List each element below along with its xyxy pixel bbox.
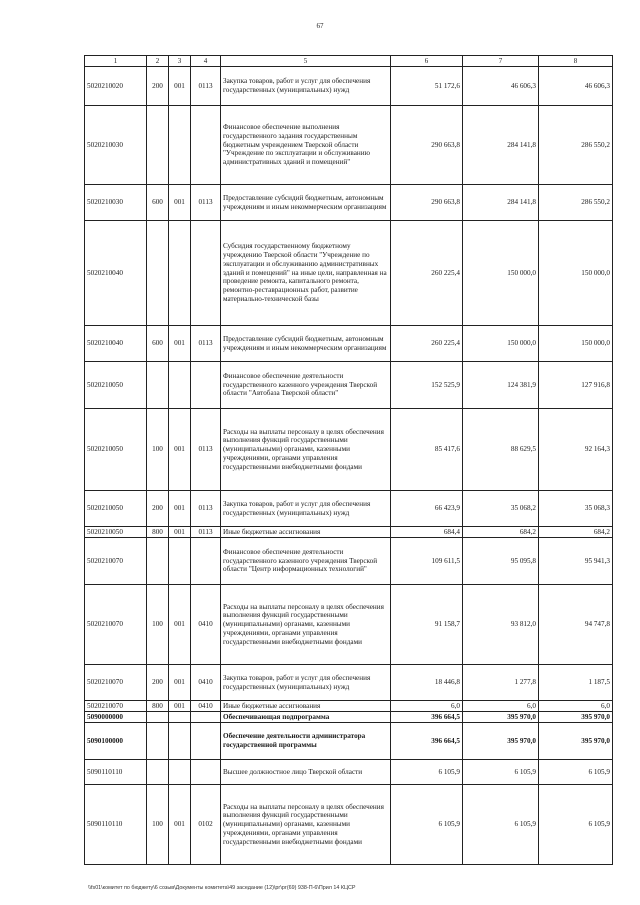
header-cell: 6	[391, 56, 463, 67]
vr-cell: 100	[147, 785, 169, 865]
pr-cell: 0113	[191, 326, 221, 362]
table-row	[85, 585, 613, 665]
rz-cell: 001	[169, 527, 191, 538]
value-6-cell: 396 664,5	[391, 712, 463, 723]
header-cell: 8	[539, 56, 613, 67]
description-cell: Обеспечение деятельности администратора государственной программы	[221, 723, 391, 760]
rz-cell: 001	[169, 185, 191, 221]
value-7-cell: 284 141,8	[463, 106, 539, 185]
rz-cell: 001	[169, 701, 191, 712]
code-cell: 5090110110	[85, 760, 147, 785]
code-cell: 5020210070	[85, 538, 147, 585]
value-7-cell: 395 970,0	[463, 712, 539, 723]
table-row	[85, 106, 613, 185]
vr-cell	[147, 221, 169, 326]
description-cell: Предоставление субсидий бюджетным, автономным учреждениям и иным некоммерческим организациям	[221, 185, 391, 221]
value-6-cell: 6 105,9	[391, 760, 463, 785]
rz-cell	[169, 538, 191, 585]
table-row	[85, 760, 613, 785]
pr-cell: 0410	[191, 585, 221, 665]
value-7-cell: 35 068,2	[463, 491, 539, 527]
table-row	[85, 185, 613, 221]
pr-cell: 0410	[191, 701, 221, 712]
pr-cell	[191, 106, 221, 185]
value-7-cell: 6,0	[463, 701, 539, 712]
vr-cell	[147, 712, 169, 723]
code-cell: 5020210020	[85, 67, 147, 106]
value-8-cell: 150 000,0	[539, 326, 613, 362]
rz-cell: 001	[169, 67, 191, 106]
code-cell: 5020210070	[85, 701, 147, 712]
rz-cell	[169, 712, 191, 723]
pr-cell	[191, 538, 221, 585]
value-7-cell: 6 105,9	[463, 785, 539, 865]
value-6-cell: 260 225,4	[391, 326, 463, 362]
rz-cell: 001	[169, 785, 191, 865]
description-cell: Финансовое обеспечение деятельности государственного казенного учреждения Тверской области "Центр информационных технологий"	[221, 538, 391, 585]
code-cell: 5090110110	[85, 785, 147, 865]
value-8-cell: 286 550,2	[539, 106, 613, 185]
code-cell: 5020210070	[85, 665, 147, 701]
value-6-cell: 6 105,9	[391, 785, 463, 865]
rz-cell: 001	[169, 665, 191, 701]
description-cell: Финансовое обеспечение выполнения государственного задания государственным бюджетным учреждением Тверской области "Учреждение по эксплуатации и обслуживанию административных зданий и помещений"	[221, 106, 391, 185]
value-7-cell: 150 000,0	[463, 326, 539, 362]
vr-cell	[147, 106, 169, 185]
code-cell: 5020210030	[85, 106, 147, 185]
value-7-cell: 124 381,9	[463, 362, 539, 409]
description-cell: Расходы на выплаты персоналу в целях обеспечения выполнения функций государственными (муниципальными) органами, казенными учреждениями, органами управления государственными внебюджетными фондами	[221, 409, 391, 491]
table-row	[85, 665, 613, 701]
vr-cell	[147, 538, 169, 585]
value-8-cell: 95 941,3	[539, 538, 613, 585]
description-cell: Предоставление субсидий бюджетным, автономным учреждениям и иным некоммерческим организациям	[221, 326, 391, 362]
description-cell: Закупка товаров, работ и услуг для обеспечения государственных (муниципальных) нужд	[221, 491, 391, 527]
table-row-subtotal	[85, 723, 613, 760]
value-7-cell: 6 105,9	[463, 760, 539, 785]
value-6-cell: 152 525,9	[391, 362, 463, 409]
pr-cell: 0113	[191, 67, 221, 106]
table-row	[85, 221, 613, 326]
rz-cell	[169, 106, 191, 185]
pr-cell: 0102	[191, 785, 221, 865]
pr-cell	[191, 760, 221, 785]
table-row-subtotal	[85, 712, 613, 723]
table-row	[85, 326, 613, 362]
vr-cell: 800	[147, 701, 169, 712]
description-cell: Закупка товаров, работ и услуг для обеспечения государственных (муниципальных) нужд	[221, 665, 391, 701]
pr-cell	[191, 362, 221, 409]
value-8-cell: 46 606,3	[539, 67, 613, 106]
code-cell: 5090000000	[85, 712, 147, 723]
code-cell: 5020210050	[85, 527, 147, 538]
description-cell: Расходы на выплаты персоналу в целях обеспечения выполнения функций государственными (муниципальными) органами, казенными учреждениями, органами управления государственными внебюджетными фондами	[221, 785, 391, 865]
value-8-cell: 1 187,5	[539, 665, 613, 701]
table-row	[85, 538, 613, 585]
vr-cell: 200	[147, 67, 169, 106]
value-7-cell: 150 000,0	[463, 221, 539, 326]
value-8-cell: 94 747,8	[539, 585, 613, 665]
value-8-cell: 6 105,9	[539, 785, 613, 865]
table-row	[85, 701, 613, 712]
pr-cell	[191, 221, 221, 326]
value-6-cell: 66 423,9	[391, 491, 463, 527]
header-cell: 2	[147, 56, 169, 67]
vr-cell	[147, 723, 169, 760]
rz-cell: 001	[169, 326, 191, 362]
table-row	[85, 785, 613, 865]
description-cell: Субсидия государственному бюджетному учреждению Тверской области "Учреждение по эксплуатации и обслуживанию административных зданий и помещений" на иные цели, направленная на проведение ремонта, капитального ремонта, ремонтно-реставрационных работ, развитие материально-технической базы	[221, 221, 391, 326]
code-cell: 5020210040	[85, 326, 147, 362]
value-8-cell: 150 000,0	[539, 221, 613, 326]
value-6-cell: 109 611,5	[391, 538, 463, 585]
pr-cell: 0113	[191, 491, 221, 527]
vr-cell: 200	[147, 491, 169, 527]
table-row	[85, 362, 613, 409]
budget-table	[84, 55, 613, 865]
value-7-cell: 284 141,8	[463, 185, 539, 221]
header-cell: 3	[169, 56, 191, 67]
header-cell: 4	[191, 56, 221, 67]
value-7-cell: 1 277,8	[463, 665, 539, 701]
value-8-cell: 6,0	[539, 701, 613, 712]
description-cell: Иные бюджетные ассигнования	[221, 527, 391, 538]
value-6-cell: 684,4	[391, 527, 463, 538]
description-cell: Финансовое обеспечение деятельности государственного казенного учреждения Тверской области "Автобаза Тверской области"	[221, 362, 391, 409]
rz-cell: 001	[169, 585, 191, 665]
header-cell: 1	[85, 56, 147, 67]
header-cell: 5	[221, 56, 391, 67]
value-8-cell: 395 970,0	[539, 723, 613, 760]
value-8-cell: 395 970,0	[539, 712, 613, 723]
pr-cell: 0113	[191, 409, 221, 491]
code-cell: 5020210030	[85, 185, 147, 221]
value-6-cell: 51 172,6	[391, 67, 463, 106]
code-cell: 5020210040	[85, 221, 147, 326]
pr-cell: 0410	[191, 665, 221, 701]
page-number: 67	[316, 22, 324, 30]
code-cell: 5020210070	[85, 585, 147, 665]
description-cell: Обеспечивающая подпрограмма	[221, 712, 391, 723]
rz-cell	[169, 723, 191, 760]
vr-cell: 800	[147, 527, 169, 538]
table-row	[85, 527, 613, 538]
value-7-cell: 95 095,8	[463, 538, 539, 585]
value-6-cell: 290 663,8	[391, 106, 463, 185]
rz-cell	[169, 760, 191, 785]
value-6-cell: 91 158,7	[391, 585, 463, 665]
pr-cell	[191, 723, 221, 760]
vr-cell	[147, 362, 169, 409]
value-7-cell: 395 970,0	[463, 723, 539, 760]
value-8-cell: 127 916,8	[539, 362, 613, 409]
file-path-footer: \\fs01\комитет по бюджету\6 созыв\Документы комитета\49 заседание (12)\рг\рг(69) 938-П-6\Прил 14 КЦСР	[88, 885, 356, 891]
pr-cell: 0113	[191, 185, 221, 221]
table-row	[85, 491, 613, 527]
rz-cell: 001	[169, 409, 191, 491]
vr-cell: 600	[147, 326, 169, 362]
rz-cell: 001	[169, 491, 191, 527]
value-8-cell: 6 105,9	[539, 760, 613, 785]
value-7-cell: 93 812,0	[463, 585, 539, 665]
value-8-cell: 92 164,3	[539, 409, 613, 491]
table-row	[85, 409, 613, 491]
rz-cell	[169, 221, 191, 326]
value-7-cell: 46 606,3	[463, 67, 539, 106]
value-6-cell: 396 664,5	[391, 723, 463, 760]
value-6-cell: 85 417,6	[391, 409, 463, 491]
value-8-cell: 35 068,3	[539, 491, 613, 527]
value-8-cell: 286 550,2	[539, 185, 613, 221]
code-cell: 5020210050	[85, 362, 147, 409]
pr-cell: 0113	[191, 527, 221, 538]
value-6-cell: 18 446,8	[391, 665, 463, 701]
code-cell: 5020210050	[85, 491, 147, 527]
value-6-cell: 260 225,4	[391, 221, 463, 326]
description-cell: Иные бюджетные ассигнования	[221, 701, 391, 712]
value-7-cell: 88 629,5	[463, 409, 539, 491]
vr-cell: 100	[147, 409, 169, 491]
value-6-cell: 290 663,8	[391, 185, 463, 221]
value-6-cell: 6,0	[391, 701, 463, 712]
vr-cell: 100	[147, 585, 169, 665]
pr-cell	[191, 712, 221, 723]
code-cell: 5020210050	[85, 409, 147, 491]
value-7-cell: 684,2	[463, 527, 539, 538]
code-cell: 5090100000	[85, 723, 147, 760]
description-cell: Закупка товаров, работ и услуг для обеспечения государственных (муниципальных) нужд	[221, 67, 391, 106]
table-row	[85, 67, 613, 106]
description-cell: Расходы на выплаты персоналу в целях обеспечения выполнения функций государственными (муниципальными) органами, казенными учреждениями, органами управления государственными внебюджетными фондами	[221, 585, 391, 665]
description-cell: Высшее должностное лицо Тверской области	[221, 760, 391, 785]
header-row	[85, 56, 613, 67]
rz-cell	[169, 362, 191, 409]
value-8-cell: 684,2	[539, 527, 613, 538]
vr-cell: 600	[147, 185, 169, 221]
vr-cell	[147, 760, 169, 785]
header-cell: 7	[463, 56, 539, 67]
vr-cell: 200	[147, 665, 169, 701]
